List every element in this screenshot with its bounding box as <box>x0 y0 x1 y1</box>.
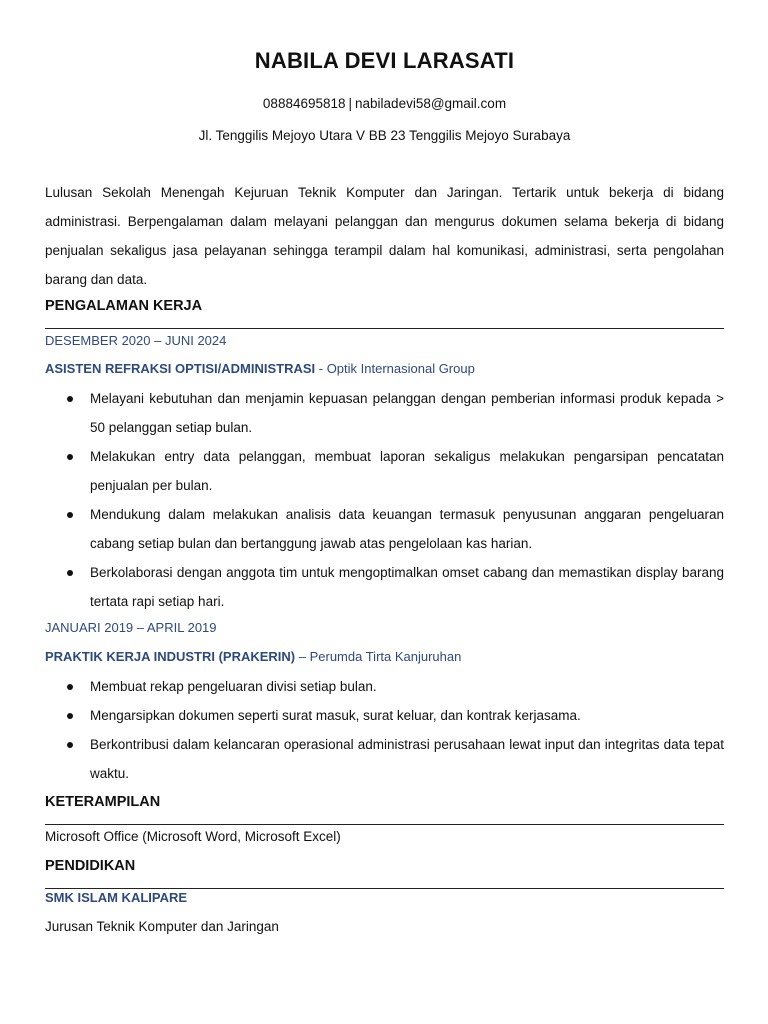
contact-separator: | <box>348 96 353 111</box>
job-role-line <box>45 649 461 664</box>
section-divider-education <box>45 888 724 889</box>
phone-number: 08884695818 <box>262 96 346 111</box>
job-bullets <box>45 384 724 616</box>
email-address: nabiladevi58@gmail.com <box>355 96 507 111</box>
school-name: SMK ISLAM KALIPARE <box>45 890 188 905</box>
job-bullets <box>45 672 724 788</box>
section-title-skills: KETERAMPILAN <box>45 794 161 810</box>
resume-page <box>45 0 724 1024</box>
skills-text: Microsoft Office (Microsoft Word, Microsoft Excel) <box>45 829 341 844</box>
job-bullet: Mendukung dalam melakukan analisis data keuangan termasuk penyusunan anggaran pengeluaran cabang setiap bulan dan bertanggung jawab atas pengelolaan kas harian. <box>45 500 724 558</box>
contact-line <box>45 96 724 111</box>
job-date: JANUARI 2019 – APRIL 2019 <box>45 620 217 635</box>
job-company: – Perumda Tirta Kanjuruhan <box>295 649 462 664</box>
bullet-dot <box>67 713 73 719</box>
school-major: Jurusan Teknik Komputer dan Jaringan <box>45 919 279 934</box>
section-divider-experience <box>45 328 724 329</box>
resume-name: NABILA DEVI LARASATI <box>254 48 515 73</box>
bullet-dot <box>67 512 73 518</box>
bullet-dot <box>67 454 73 460</box>
section-divider-skills <box>45 824 724 825</box>
bullet-dot <box>67 742 73 748</box>
job-title: PRAKTIK KERJA INDUSTRI (PRAKERIN) <box>45 649 296 664</box>
job-bullet: Mengarsipkan dokumen seperti surat masuk, surat keluar, dan kontrak kerjasama. <box>45 701 724 730</box>
section-title-education: PENDIDIKAN <box>45 858 136 874</box>
bullet-dot <box>67 684 73 690</box>
job-bullet: Membuat rekap pengeluaran divisi setiap bulan. <box>45 672 724 701</box>
section-title-experience: PENGALAMAN KERJA <box>45 298 203 314</box>
job-role-line <box>45 361 475 376</box>
job-bullet: Berkontribusi dalam kelancaran operasional administrasi perusahaan lewat input dan integritas data tepat waktu. <box>45 730 724 788</box>
bullet-dot <box>67 570 73 576</box>
home-address: Jl. Tenggilis Mejoyo Utara V BB 23 Tenggilis Mejoyo Surabaya <box>198 128 571 143</box>
job-bullet: Berkolaborasi dengan anggota tim untuk mengoptimalkan omset cabang dan memastikan display barang tertata rapi setiap hari. <box>45 558 724 616</box>
job-title: ASISTEN REFRAKSI OPTISI/ADMINISTRASI <box>45 361 316 376</box>
job-bullet: Melakukan entry data pelanggan, membuat laporan sekaligus melakukan pengarsipan pencatatan penjualan per bulan. <box>45 442 724 500</box>
profile-summary: Lulusan Sekolah Menengah Kejuruan Teknik Komputer dan Jaringan. Tertarik untuk bekerja di bidang administrasi. Berpengalaman dalam melayani pelanggan dan mengurus dokumen selama bekerja di bidang penjualan sekaligus jasa pelayanan sehingga terampil dalam hal komunikasi, administrasi, serta pengolahan barang dan data. <box>45 185 724 287</box>
bullet-dot <box>67 396 73 402</box>
job-company: - Optik Internasional Group <box>315 361 475 376</box>
job-bullet: Melayani kebutuhan dan menjamin kepuasan pelanggan dengan pemberian informasi produk kepada > 50 pelanggan setiap bulan. <box>45 384 724 442</box>
job-date: DESEMBER 2020 – JUNI 2024 <box>45 333 227 348</box>
